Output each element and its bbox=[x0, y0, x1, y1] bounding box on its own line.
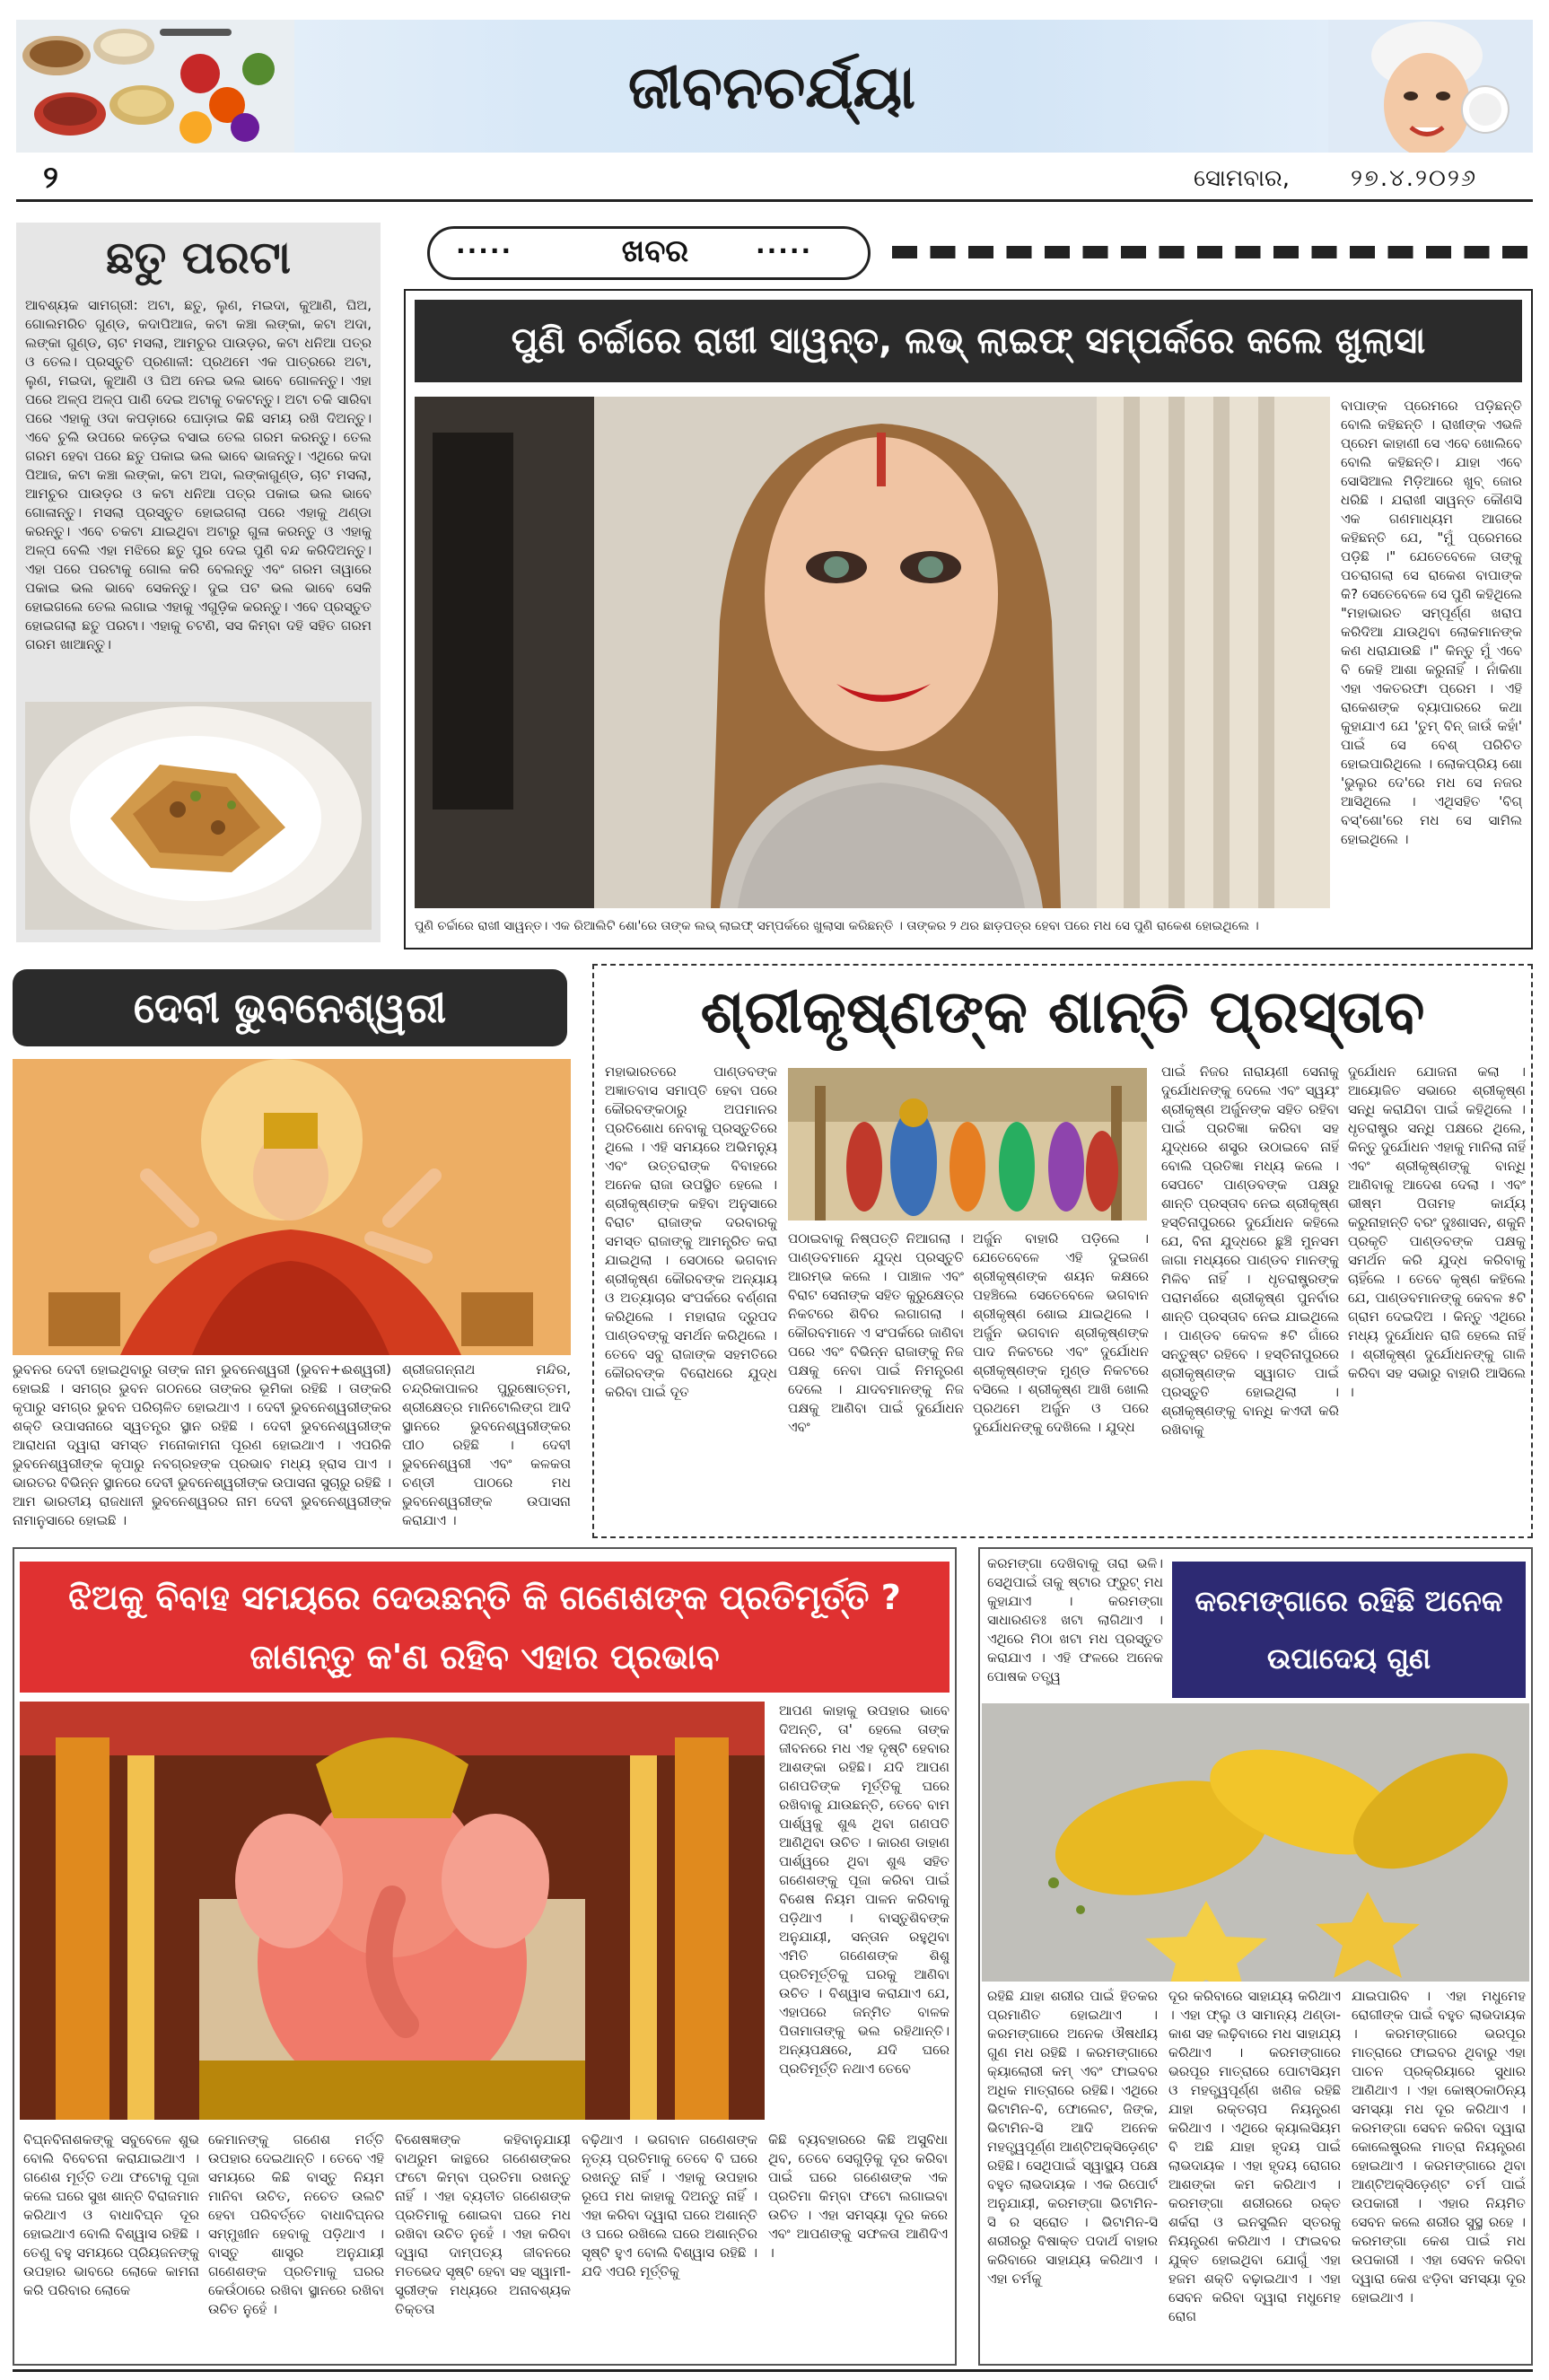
news-headline: ପୁଣି ଚର୍ଚ୍ଚାରେ ରାଖୀ ସାୱନ୍ତ, ଲଭ୍ ଲାଇଫ୍ ସମ୍ପର୍କରେ କଲେ ଖୁଲାସା bbox=[511, 320, 1426, 362]
ganesh-col-a: ବିଘ୍ନବିନାଶକଙ୍କୁ ସବୁବେଳେ ଶୁଭ ବୋଲି ବିବେଚନା କରାଯାଇଥାଏ । ଗଣେଶ ମୂର୍ତ୍ତି ତଥା ଫଟୋକୁ ପୂଜା କଲେ ଘରେ ସୁଖ ଶାନ୍ତି ବିରାଜମାନ କରିଥାଏ ଓ ବାଧାବିଘ୍ନ ଦୂର ହୋଇଥାଏ ବୋଲି ବିଶ୍ୱାସ ରହିଛି । ତେଣୁ ବହୁ ସମୟରେ ପ୍ରିୟଜନଙ୍କୁ ଉପହାର ଭାବରେ ଲୋକେ କାମନା କରି ପରିବାର ଲୋକେ bbox=[23, 2131, 199, 2298]
karamanga-col1: ରହିଛି ଯାହା ଶରୀର ପାଇଁ ହିତକର ପ୍ରମାଣିତ ହୋଇଥାଏ । କରମଙ୍ଗାରେ ଅନେକ ଔଷଧୀୟ ଗୁଣ ମଧ ରହିଛି । କରମଙ୍ଗାରେ କ୍ୟାଲୋରୀ କମ୍ ଏବଂ ଫାଇବର ଅଧିକ ମାତ୍ରାରେ ରହିଛି। ଏଥିରେ ଭିଟାମିନ-ବି, ଫୋଲେଟ, ଜିଙ୍କ, ଭିଟାମିନ-ସି ଆଦି ଅନେକ ମହତ୍ତ୍ୱପୂର୍ଣ୍ଣ ଆଣ୍ଟିଅକ୍ସିଡ଼େଣ୍ଟ ରହିଛି। ସେଥିପାଇଁ ସ୍ୱାସ୍ଥ୍ୟ ପକ୍ଷେ ବହୁତ ଲାଭଦାୟକ । ଏକ ରିପୋର୍ଟ ଅନୁଯାୟୀ, କରମଙ୍ଗା ଭିଟାମିନ-ସି ର ସ୍ରୋତ । ଭିଟାମିନ-ସି ଶରୀରରୁ ବିଷାକ୍ତ ପଦାର୍ଥ ବାହାର କରିବାରେ ସାହାଯ୍ୟ କରିଥାଏ । ଏହା ଚର୍ମକୁ bbox=[987, 1988, 1158, 2287]
news-photo-caption: ପୁଣି ଚର୍ଚ୍ଚାରେ ରାଖୀ ସାୱନ୍ତ। ଏକ ରିଆଲିଟି ଶୋ'ରେ ତାଙ୍କ ଲଭ୍ ଲାଇଫ୍ ସମ୍ପର୍କରେ ଖୁଲାସା କରିଛନ୍ତି । ତାଙ୍କର ୨ ଥର ଛାଡ଼ପତ୍ର ହେବା ପରେ ମଧ ସେ ପୁଣି ରାକେଶ ହୋଇଥିଲେ । bbox=[415, 919, 1259, 933]
masthead-title: ଜୀବନଚର୍ଯ୍ୟା bbox=[627, 53, 916, 122]
food-bowls-image bbox=[16, 20, 294, 153]
recipe-title: ଛତୁ ପରଟା bbox=[105, 232, 292, 284]
ganesh-idol-image bbox=[20, 1702, 765, 2120]
krishna-col4: ପାଇଁ ନିଜର ନାରାୟଣୀ ସେନାକୁ ଦୁର୍ଯୋଧନଙ୍କୁ ଦେଲେ ଏବଂ ସ୍ୱୟଂ ଶ୍ରୀକୃଷ୍ଣ ଅର୍ଜୁନଙ୍କ ସହିତ ରହିବା ପାଇଁ ପ୍ରତିଜ୍ଞା କରିବା ସହ ଯୁଦ୍ଧରେ ଶସ୍ତ୍ର ଉଠାଇବେ ନାହିଁ ବୋଲି ପ୍ରତିଜ୍ଞା ମଧ୍ୟ କଲେ । ସେପଟେ ପାଣ୍ଡବଙ୍କ ପକ୍ଷରୁ ଶାନ୍ତି ପ୍ରସ୍ତାବ ନେଇ ଶ୍ରୀକୃଷ୍ଣ ହସ୍ତିନାପୁରରେ ଦୁର୍ଯୋଧନ କହିଲେ ଯେ, ବିନା ଯୁଦ୍ଧରେ ଛୁଞ୍ଚି ମୁନସମ ଜାଗା ମଧ୍ୟରେ ପାଣ୍ଡବ ମାନଙ୍କୁ ମିଳିବ ନାହିଁ । ଧୃତରାଷ୍ଟ୍ରଙ୍କ ପରାମର୍ଶରେ ଶ୍ରୀକୃଷ୍ଣ ପୁନର୍ବାର ଶାନ୍ତି ପ୍ରସ୍ତାବ ନେଇ ଯାଇଥିଲେ । ପାଣ୍ଡବ କେବଳ ୫ଟି ଗାଁରେ ସନ୍ତୁଷ୍ଟ ରହିବେ । ହସ୍ତିନାପୁରରେ ଶ୍ରୀକୃଷ୍ଣଙ୍କ ସ୍ୱାଗତ ପାଇଁ ପ୍ରସ୍ତୁତି ହୋଇଥିଲା । ଶ୍ରୀକୃଷ୍ଣଙ୍କୁ ବାନ୍ଧି କଏଦୀ କରି ରଖିବାକୁ bbox=[1161, 1063, 1339, 1438]
karamanga-headline-line1: କରମଙ୍ଗାରେ ରହିଛି ଅନେକ bbox=[1195, 1584, 1503, 1618]
page-number: ୨ bbox=[43, 160, 58, 196]
ganesh-col-e: କିଛି ବ୍ୟବହାରରେ କିଛି ଅସୁବିଧା ଥିବ, ତେବେ ସେଗୁଡ଼ିକୁ ଦୂର କରିବା ପାଇଁ ଘରେ ଗଣେଶଙ୍କ ଏକ ପ୍ରତିମା କିମ୍ବା ଫଟୋ ଲଗାଇବା ଉଚିତ । ଏହା ସମସ୍ୟା ଦୂର କରେ ଏବଂ ଆପଣଙ୍କୁ ସଫଳତା ଆଣିଦିଏ । bbox=[768, 2131, 948, 2261]
header-weekday: ସୋମବାର, bbox=[1194, 165, 1290, 192]
devi-bhuvaneshwari-image bbox=[13, 1059, 571, 1355]
krishna-col1: ମହାଭାରତରେ ପାଣ୍ଡବଙ୍କ ଅଜ୍ଞାତବାସ ସମାପ୍ତି ହେବା ପରେ କୌରବଙ୍କଠାରୁ ଅପମାନର ପ୍ରତିଶୋଧ ନେବାକୁ ପ୍ରସ୍ତୁତିରେ ଥିଲେ । ଏହି ସମୟରେ ଅଭିମନ୍ୟୁ ଏବଂ ଉତ୍ତରାଙ୍କ ବିବାହରେ ଅନେକ ରାଜା ଉପସ୍ଥିତ ହେଲେ । ଶ୍ରୀକୃଷ୍ଣଙ୍କ କହିବା ଅନୁସାରେ ବିରାଟ ରାଜାଙ୍କ ଦରବାରକୁ ସମସ୍ତ ରାଜାଙ୍କୁ ଆମନ୍ତ୍ରିତ କରା ଯାଇଥିଲା । ସେଠାରେ ଭଗବାନ ଶ୍ରୀକୃଷ୍ଣ କୌରବଙ୍କ ଅନ୍ୟାୟ ଓ ଅତ୍ୟାଚାର ସଂପର୍କରେ ବର୍ଣ୍ଣନା କରିଥିଲେ । ମହାରାଜ ଦ୍ରୁପଦ ପାଣ୍ଡବଙ୍କୁ ସମର୍ଥନ କରିଥିଲେ । ତେବେ ସବୁ ରାଜାଙ୍କ ସହମତିରେ କୌରବଙ୍କ ବିରୋଧରେ ଯୁଦ୍ଧ କରିବା ପାଇଁ ଦୂତ bbox=[605, 1063, 777, 1400]
karamanga-headline-line2: ଉପାଦେୟ ଗୁଣ bbox=[1266, 1641, 1431, 1676]
krishna-title: ଶ୍ରୀକୃଷ୍ଣଙ୍କ ଶାନ୍ତି ପ୍ରସ୍ତାବ bbox=[700, 977, 1425, 1046]
devi-col1: ଭୁବନର ଦେବୀ ହୋଇଥିବାରୁ ତାଙ୍କ ନାମ ଭୁବନେଶ୍ୱରୀ (ଭୁବନ+ଈଶ୍ୱରୀ) ହୋଇଛି । ସମଗ୍ର ଭୁବନ ଗଠନରେ ତାଙ୍କର ଭୂମିକା ରହିଛି । ତାଙ୍କରି କୃପାରୁ ସମଗ୍ର ଭୁବନ ପରିଚାଳିତ ହୋଇଥାଏ । ଦେବୀ ଭୁବନେଶ୍ୱରୀଙ୍କର ଶକ୍ତି ଉପାସନାରେ ସ୍ୱତନ୍ତ୍ର ସ୍ଥାନ ରହିଛି । ଦେବୀ ଭୁବନେଶ୍ୱରୀଙ୍କ ଆରାଧନା ଦ୍ୱାରା ସମସ୍ତ ମନୋକାମନା ପୂରଣ ହୋଇଥାଏ । ଏପରିକି ଭୁବନେଶ୍ୱରୀଙ୍କ କୃପାରୁ ନବଗ୍ରହଙ୍କ ପ୍ରଭାବ ମଧ୍ୟ ହ୍ରାସ ପାଏ । ଭାରତର ବିଭିନ୍ନ ସ୍ଥାନରେ ଦେବୀ ଭୁବନେଶ୍ୱରୀଙ୍କ ଉପାସନା ସୁଚାରୁ ରହିଛି । ଆମ ଭାରତୀୟ ରାଜଧାନୀ ଭୁବନେଶ୍ୱରର ନାମ ଦେବୀ ଭୁବନେଶ୍ୱରୀଙ୍କ ନାମାନୁସାରେ ହୋଇଛି । bbox=[13, 1361, 391, 1528]
ganesh-headline-line2: ଜାଣନ୍ତୁ କ'ଣ ରହିବ ଏହାର ପ୍ରଭାବ bbox=[249, 1637, 720, 1676]
news-section-label: ଖବର bbox=[621, 233, 689, 269]
karamanga-col2: ଦୂର କରିବାରେ ସାହାଯ୍ୟ କରିଥାଏ । ଏହା ଫ୍ଲୁ ଓ ସାମାନ୍ୟ ଥଣ୍ଡା-କାଶ ସହ ଲଢ଼ିବାରେ ମଧ ସାହାଯ୍ୟ କରିଥାଏ । କରମଙ୍ଗାରେ ଭରପୂର ମାତ୍ରାରେ ପୋଟାସିୟମ ଓ ମହତ୍ତ୍ୱପୂର୍ଣ୍ଣ ଖଣିଜ ରହିଛି ଯାହା ରକ୍ତଚାପ ନିୟନ୍ତ୍ରଣ କରିଥାଏ । ଏଥିରେ କ୍ୟାଲସିୟମ ବି ଅଛି ଯାହା ହୃଦୟ ପାଇଁ ଲାଭଦାୟକ । ଏହା ହୃଦୟ ରୋଗର ଆଶଙ୍କା କମ କରିଥାଏ । କରମଙ୍ଗା ଶରୀରରେ ରକ୍ତ ଶର୍କରା ଓ ଇନସୁଲିନ ସ୍ତରକୁ ନିୟନ୍ତ୍ରଣ କରିଥାଏ । ଫାଇବର ଯୁକ୍ତ ହୋଇଥିବା ଯୋଗୁଁ ଏହା ହଜମ ଶକ୍ତି ବଢ଼ାଇଥାଏ । ଏହା ସେବନ କରିବା ଦ୍ୱାରା ମଧୁମେହ ରୋଗ bbox=[1168, 1988, 1341, 2324]
header-date: ୨୭.୪.୨୦୨୬ bbox=[1351, 165, 1478, 192]
ganesh-col-d: ବଢ଼ିଥାଏ । ଭଗବାନ ଗଣେଶଙ୍କ ନୃତ୍ୟ ପ୍ରତିମାକୁ ତେବେ ବି ଘରେ ରଖନ୍ତୁ ନାହିଁ । ଏହାକୁ ଉପହାର ରୂପେ ମଧ କାହାକୁ ଦିଅନ୍ତୁ ନାହିଁ । ଏହା କରିବା ଦ୍ୱାରା ଘରେ ଅଶାନ୍ତି ଓ ଘରେ ରଖିଲେ ଘରେ ଅଶାନ୍ତିର ସୃଷ୍ଟି ହୁଏ ବୋଲି ବିଶ୍ୱାସ ରହିଛି । ଯଦି ଏପରି ମୂର୍ତ୍ତିକୁ bbox=[582, 2131, 757, 2279]
ganesh-col-b: କେମାନଙ୍କୁ ଗଣେଶ ମର୍ତ୍ତି ଉପହାର ଦେଇଥାନ୍ତି । ତେବେ ଏହି ସମୟରେ କିଛି ବାସ୍ତୁ ନିୟମ ମାନିବା ଉଚିତ, ନଚେତ ଉଲଟି ହେବା ପରିବର୍ତ୍ତେ ବାଧାବିଘ୍ନର ସମ୍ମୁଖୀନ ହେବାକୁ ପଡ଼ିଥାଏ । ବାସ୍ତୁ ଶାସ୍ତ୍ର ଅନୁଯାୟୀ ଗଣେଶଙ୍କ ପ୍ରତିମାକୁ ଘରର କେଉଁଠାରେ ରଖିବା ସ୍ଥାନରେ ରଖିବା ଉଚିତ ନୁହେଁ । bbox=[208, 2131, 384, 2317]
ganesh-col-c: ବିଶେଷଜ୍ଞଙ୍କ କହିବାନୁଯାୟୀ ବାଥରୁମ କାନ୍ଥରେ ଗଣେଶଙ୍କର ଫଟୋ କିମ୍ବା ପ୍ରତିମା ରଖନ୍ତୁ ନାହିଁ । ଏହା ବ୍ୟତୀତ ଗଣେଶଙ୍କ ପ୍ରତିମାକୁ ଶୋଇବା ଘରେ ମଧ ରଖିବା ଉଚିତ ନୁହେଁ । ଏହା କରିବା ଦ୍ୱାରା ଦାମ୍ପତ୍ୟ ଜୀବନରେ ମତଭେଦ ସୃଷ୍ଟି ହେବା ସହ ସ୍ୱାମୀ-ସ୍ତ୍ରୀଙ୍କ ମଧ୍ୟରେ ଅନାବଶ୍ୟକ ତିକ୍ତତା bbox=[395, 2131, 571, 2317]
recipe-body: ଆବଶ୍ୟକ ସାମଗ୍ରୀ: ଅଟା, ଛତୁ, ଲୁଣ, ମଇଦା, କୁଆଣି, ଘିଅ, ଗୋଲମରିଚ ଗୁଣ୍ଡ, କଦାପିଆଜ, କଟା କଞ୍ଚା ଲଙ୍କା, କଟା ଅଦା, ଲଙ୍କା ଗୁଣ୍ଡ, ଚାଟ ମସଲା, ଆମଚୁର ପାଉଡ଼ର, କଟା ଧନିଆ ପତ୍ର ଓ ତେଲ। ପ୍ରସ୍ତୁତି ପ୍ରଣାଳୀ: ପ୍ରଥମେ ଏକ ପାତ୍ରରେ ଅଟା, ଲୁଣ, ମଇଦା, କୁଆଣି ଓ ଘିଅ ନେଇ ଭଲ ଭାବେ ଗୋଳନ୍ତୁ। ଏହା ପରେ ଅଳ୍ପ ଅଳ୍ପ ପାଣି ଦେଇ ଅଟାକୁ ଚକଟନ୍ତୁ। ଅଟା ଚକି ସାରିବା ପରେ ଏହାକୁ ଓଦା କପଡ଼ାରେ ଘୋଡ଼ାଇ କିଛି ସମୟ ରଖି ଦିଅନ୍ତୁ। ଏବେ ଚୁଲି ଉପରେ କଡ଼େଇ ବସାଇ ତେଲ ଗରମ କରନ୍ତୁ। ତେଲ ଗରମ ହେବା ପରେ ଛତୁ ପକାଇ ଭଲ ଭାବେ ଭାଜନ୍ତୁ। ଏଥିରେ କଦା ପିଆଜ, କଟା କଞ୍ଚା ଲଙ୍କା, କଟା ଅଦା, ଲଙ୍କାଗୁଣ୍ଡ, ଚାଟ ମସଲା, ଆମଚୁର ପାଉଡ଼ର ଓ କଟା ଧନିଆ ପତ୍ର ପକାଇ ଭଲ ଭାବେ ଗୋଳାନ୍ତୁ। ମସଲା ପ୍ରସ୍ତୁତ ହୋଇଗଲା ପରେ ଏହାକୁ ଥଣ୍ଡା କରନ୍ତୁ। ଏବେ ଚକଟା ଯାଇଥିବା ଅଟାରୁ ଗୁଳା କରନ୍ତୁ ଓ ଏହାକୁ ଅଳ୍ପ ବେଲି ଏହା ମଝିରେ ଛତୁ ପୁର ଦେଇ ପୁଣି ବନ୍ଦ କରିଦିଅନ୍ତୁ। ଏହା ପରେ ପରଟାକୁ ଗୋଲ କରି ବେଲନ୍ତୁ ଏବଂ ଗରମ ତାୱାରେ ପକାଇ ଭଲ ଭାବେ ସେକନ୍ତୁ। ଦୁଇ ପଟ ଭଲ ଭାବେ ସେକି ହୋଇଗଲେ ତେଲ ଲଗାଇ ଏହାକୁ ଏଗୁଡ଼ିକ କରନ୍ତୁ। ଏବେ ପ୍ରସ୍ତୁତ ହୋଇଗଲା ଛତୁ ପରଟା। ଏହାକୁ ଚଟଣି, ସସ କିମ୍ବା ଦହି ସହିତ ଗରମ ଗରମ ଖାଆନ୍ତୁ। bbox=[25, 297, 372, 652]
krishna-col3: ଅର୍ଜୁନ ବାହାରି ପଡ଼ିଲେ । ଯେତେବେଳେ ଏହି ଦୁଇଜଣ ଶ୍ରୀକୃଷ୍ଣଙ୍କ ଶୟନ କକ୍ଷରେ ପହଞ୍ଚିଲେ ସେତେବେଳେ ଭଗବାନ ଶ୍ରୀକୃଷ୍ଣ ଶୋଇ ଯାଇଥିଲେ । ଅର୍ଜୁନ ଭଗବାନ ଶ୍ରୀକୃଷ୍ଣଙ୍କ ପାଦ ନିକଟରେ ଏବଂ ଦୁର୍ଯୋଧନ ଶ୍ରୀକୃଷ୍ଣଙ୍କ ମୁଣ୍ଡ ନିକଟରେ ବସିଲେ । ଶ୍ରୀକୃଷ୍ଣ ଆଖି ଖୋଲି ପ୍ରଥମେ ଅର୍ଜୁନ ଓ ପରେ ଦୁର୍ଯୋଧନଙ୍କୁ ଦେଖିଲେ । ଯୁଦ୍ଧ bbox=[973, 1230, 1149, 1435]
ganesh-col-right: ଆପଣ କାହାକୁ ଉପହାର ଭାବେ ଦିଅନ୍ତି, ତା' ହେଲେ ତାଙ୍କ ଜୀବନରେ ମଧ ଏହ ଦୃଷ୍ଟି ହେବାର ଆଶଙ୍କା ରହିଛି। ଯଦି ଆପଣ ଗଣପତିଙ୍କ ମୂର୍ତ୍ତିକୁ ଘରେ ରଖିବାକୁ ଯାଉଛନ୍ତି, ତେବେ ବାମ ପାର୍ଶ୍ୱକୁ ଶୁଣ୍ଢ ଥିବା ଗଣପତି ଆଣିଥିବା ଉଚିତ । କାରଣ ଡାହାଣ ପାର୍ଶ୍ୱରେ ଥିବା ଶୁଣ୍ଢ ସହିତ ଗଣେଶଙ୍କୁ ପୂଜା କରିବା ପାଇଁ ବିଶେଷ ନିୟମ ପାଳନ କରିବାକୁ ପଡ଼ିଥାଏ । ବାସ୍ତୁଶିବଙ୍କ ଅନୁଯାୟୀ, ସନ୍ତାନ ରହୁଥିବା ଏମିତି ଗଣେଶଙ୍କ ଶିଶୁ ପ୍ରତିମୂର୍ତ୍ତିକୁ ଘରକୁ ଆଣିବା ଉଚିତ । ବିଶ୍ୱାସ କରାଯାଏ ଯେ, ଏହାପରେ ଜନ୍ମିତ ବାଳକ ପିତାମାତାଙ୍କୁ ଭଲ ରହିଥାନ୍ତି। ଅନ୍ୟପକ୍ଷରେ, ଯଦି ଘରେ ପ୍ରତିମୂର୍ତ୍ତି ନଥାଏ ତେବେ bbox=[779, 1702, 950, 2077]
karamanga-col3: ଯାଇପାରିବ । ଏହା ମଧୁମେହ ରୋଗୀଙ୍କ ପାଇଁ ବହୁତ ଲାଭଦାୟକ । କରମଙ୍ଗାରେ ଭରପୂର ମାତ୍ରାରେ ଫାଇବର ଥିବାରୁ ଏହା ପାଚନ ପ୍ରକ୍ରିୟାରେ ସୁଧାର ଆଣିଥାଏ । ଏହା କୋଷ୍ଠକାଠିନ୍ୟ ସମସ୍ୟା ମଧ ଦୂର କରିଥାଏ । କରମଙ୍ଗା ସେବନ କରିବା ଦ୍ୱାରା କୋଲେଷ୍ଟ୍ରଲ ମାତ୍ରା ନିୟନ୍ତ୍ରଣ ହୋଇଥାଏ । କରମଙ୍ଗାରେ ଥିବା ଆଣ୍ଟିଅକ୍ସିଡ଼େଣ୍ଟ ଚର୍ମ ପାଇଁ ଉପକାରୀ । ଏହାର ନିୟମିତ ସେବନ କଲେ ଶରୀର ସୁସ୍ଥ ରହେ । କରମଙ୍ଗା କେଶ ପାଇଁ ମଧ ଉପକାରୀ । ଏହା ସେବନ କରିବା ଦ୍ୱାରା କେଶ ଝଡ଼ିବା ସମସ୍ୟା ଦୂର ହୋଇଥାଏ । bbox=[1352, 1988, 1526, 2306]
news-dashed-rule bbox=[892, 246, 1527, 258]
krishna-col5: ଦୁର୍ଯୋଧନ ଯୋଜନା କଲା । ଆୟୋଜିତ ସଭାରେ ଶ୍ରୀକୃଷ୍ଣ ସନ୍ଧି କରାଯିବା ପାଇଁ କହିଥିଲେ । ଧୃତରାଷ୍ଟ୍ର ସନ୍ଧି ପକ୍ଷରେ ଥିଲେ, କିନ୍ତୁ ଦୁର୍ଯୋଧନ ଏହାକୁ ମାନିଲା ନାହିଁ ଏବଂ ଶ୍ରୀକୃଷ୍ଣଙ୍କୁ ବାନ୍ଧି ଆଣିବାକୁ ଆଦେଶ ଦେଲା । ଏବଂ ଭୀଷ୍ମ ପିତାମହ କାର୍ଯ୍ୟ କରୁନାହାନ୍ତି ବରଂ ଦୁଃଶାସନ, ଶକୁନି ପ୍ରକୃତି ପାଣ୍ଡବଙ୍କ ପକ୍ଷକୁ ସମର୍ଥନ କରି ଯୁଦ୍ଧ କରିବାକୁ ଚାହିଁଲେ । ତେବେ କୃଷ୍ଣ କହିଲେ ଯେ, ପାଣ୍ଡବମାନଙ୍କୁ କେବଳ ୫ଟି ଗ୍ରାମ ଦେଇଦିଅ । କିନ୍ତୁ ଏଥିରେ ମଧ୍ୟ ଦୁର୍ଯୋଧନ ରାଜି ହେଲେ ନାହିଁ । ଶ୍ରୀକୃଷ୍ଣ ଦୁର୍ଯୋଧନଙ୍କୁ ଗାଳି କରିବା ସହ ସଭାରୁ ବାହାରି ଆସିଲେ । bbox=[1348, 1063, 1526, 1400]
news-label-dots-left: ····· bbox=[456, 236, 513, 266]
devi-title: ଦେବୀ ଭୁବନେଶ୍ୱରୀ bbox=[133, 984, 447, 1032]
header-rule bbox=[16, 199, 1533, 202]
ganesh-headline-line1: ଝିଅକୁ ବିବାହ ସମୟରେ ଦେଉଛନ୍ତି କି ଗଣେଶଙ୍କ ପ୍ରତିମୂର୍ତ୍ତି ? bbox=[68, 1578, 901, 1617]
karamanga-intro: କରମଙ୍ଗା ଦେଖିବାକୁ ତାରା ଭଳି। ସେଥିପାଇଁ ତାକୁ ଷ୍ଟାର ଫ୍ରୁଟ୍ ମଧ କୁହାଯାଏ । କରମଙ୍ଗା ସାଧାରଣତଃ ଖଟା ଲାଗିଥାଏ । ଏଥିରେ ମିଠା ଖଟା ମଧ ପ୍ରସ୍ତୁତ କରାଯାଏ । ଏହି ଫଳରେ ଅନେକ ପୋଷକ ତତ୍ତ୍ୱ bbox=[987, 1555, 1163, 1684]
krishna-col2: ପଠାଇବାକୁ ନିଷ୍ପତ୍ତି ନିଆଗଲା । ପାଣ୍ଡବମାନେ ଯୁଦ୍ଧ ପ୍ରସ୍ତୁତି ଆରମ୍ଭ କଲେ । ପାଞ୍ଚାଳ ଏବଂ ବିରାଟ ସେନାଙ୍କ ସହିତ କୁରୁକ୍ଷେତ୍ର ନିକଟରେ ଶିବିର ଲଗାଗଲା । କୌରବମାନେ ଏ ସଂପର୍କରେ ଜାଣିବା ପରେ ଏବଂ ବିଭିନ୍ନ ରାଜାଙ୍କୁ ନିଜ ପକ୍ଷକୁ ନେବା ପାଇଁ ନିମନ୍ତ୍ରଣ ଦେଲେ । ଯାଦବମାନଙ୍କୁ ନିଜ ପକ୍ଷକୁ ଆଣିବା ପାଇଁ ଦୁର୍ଯୋଧନ ଏବଂ bbox=[788, 1230, 964, 1435]
news-label-dots-right: ····· bbox=[756, 236, 813, 266]
woman-skincare-image bbox=[1328, 20, 1533, 153]
krishna-court-image bbox=[788, 1068, 1147, 1221]
paratha-plate-image bbox=[25, 702, 372, 930]
rakhi-sawant-photo bbox=[415, 397, 1330, 908]
starfruit-image bbox=[982, 1703, 1529, 1982]
footer-rule bbox=[13, 2369, 1533, 2372]
devi-col2: ଶ୍ରୀଜଗନ୍ନାଥ ମନ୍ଦିର, ଚନ୍ଦ୍ରିକାପାଳର ପୁରୁଷୋତ୍ତମ, ଶ୍ରୀକ୍ଷେତ୍ର ମାନିଟୋଲିଙ୍ଗ ଆଦି ସ୍ଥାନରେ ଭୁବନେଶ୍ୱରୀଙ୍କର ପୀଠ ରହିଛି । ଦେବୀ ଭୁବନେଶ୍ୱରୀ ଏବଂ କଳକତା ଚଣ୍ଡୀ ପାଠରେ ମଧ ଭୁବନେଶ୍ୱରୀଙ୍କ ଉପାସନା କରାଯାଏ । bbox=[402, 1361, 571, 1528]
news-body: ବାପାଙ୍କ ପ୍ରେମରେ ପଡ଼ିଛନ୍ତି ବୋଲି କହିଛନ୍ତି । ରାଖୀଙ୍କ ଏଭଳି ପ୍ରେମ କାହାଣୀ ସେ ଏବେ ଖୋଲିବେ ବୋଲି କହିଛନ୍ତି। ଯାହା ଏବେ ସୋସିଆଲ ମିଡ଼ିଆରେ ଖୁବ୍ ଜୋର ଧରିଛି । ଯରାଖୀ ସାୱନ୍ତ କୌଣସି ଏକ ଗଣମାଧ୍ୟମ ଆଗରେ କହିଛନ୍ତି ଯେ, "ମୁଁ ପ୍ରେମରେ ପଡ଼ିଛି ।" ଯେତେବେଳେ ତାଙ୍କୁ ପଚରାଗଲା ସେ ରାକେଶ ବାପାଙ୍କ କି? ସେତେବେଳେ ସେ ପୁଣି କହିଥିଲେ "ମହାଭାରତ ସମ୍ପୂର୍ଣ୍ଣ ଖରାପ କରିଦିଆ ଯାଉଥିବା ଲୋକମାନଙ୍କ କଣ ଧରାଯାଉଛି ।" କିନ୍ତୁ ମୁଁ ଏବେ ବି କେହି ଆଶା କରୁନାହିଁ । ନାଁକିଣା ଏହା ଏକତରଫା ପ୍ରେମ । ଏହି ରାକେଶଙ୍କ ବ୍ୟାପାରରେ କଥା କୁହାଯାଏ ଯେ 'ତୁମ୍ ବିନ୍ ଜାଉଁ କହାଁ' ପାଇଁ ସେ ବେଶ୍ ପରିଚିତ ହୋଇପାରିଥିଲେ । ଲୋକପ୍ରିୟ ଶୋ 'ଭୁଲୁର ଦେ'ରେ ମଧ ସେ ନଜର ଆସିଥିଲେ । ଏଥିସହିତ 'ବିଗ୍ ବସ୍'ଶୋ'ରେ ମଧ ସେ ସାମିଲ ହୋଇଥିଲେ । bbox=[1341, 398, 1522, 847]
